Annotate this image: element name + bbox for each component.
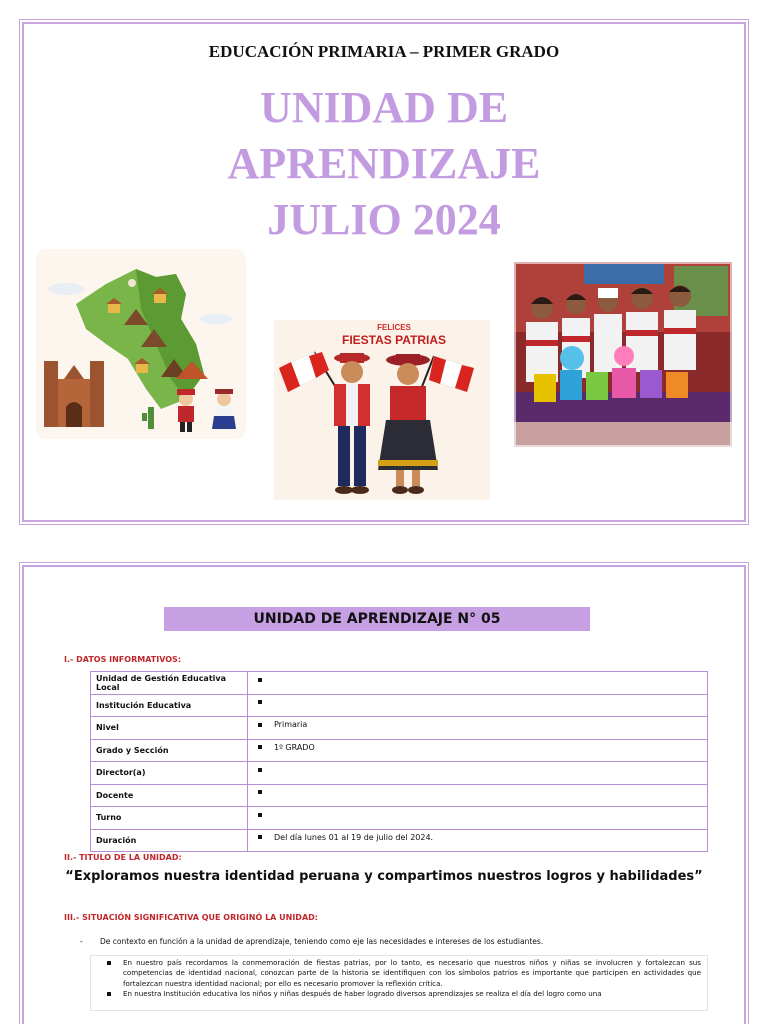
table-row — [91, 807, 708, 830]
situation-item — [97, 958, 701, 989]
context-text: De contexto en función a la unidad de aprendizaje, teniendo como eje las necesidades e intereses de los estudiantes. — [100, 937, 544, 946]
cover-kicker: EDUCACIÓN PRIMARIA – PRIMER GRADO — [208, 42, 560, 61]
row-value-cell — [248, 784, 708, 807]
fiestas-big-text: FIESTAS PATRIAS — [341, 333, 447, 347]
situation-item — [97, 989, 701, 999]
table-row — [91, 762, 708, 785]
cover-title-line-3: JULIO 2024 — [267, 195, 501, 244]
unit-page — [22, 565, 746, 1024]
bullet-icon — [258, 813, 262, 817]
row-label: Grado y Sección — [91, 739, 248, 762]
peru-map-illustration — [36, 249, 246, 439]
row-label: Docente — [91, 784, 248, 807]
situation-item-text: En nuestra Institución educativa los niños y niñas después de haber logrado diversos aprendizajes se realiza el día del logro como una — [123, 989, 602, 999]
unit-banner: UNIDAD DE APRENDIZAJE N° 05 — [164, 607, 590, 631]
row-value: 1º GRADO — [274, 742, 315, 752]
row-value-cell — [248, 717, 708, 740]
bullet-icon — [258, 700, 262, 704]
row-label: Institución Educativa — [91, 694, 248, 717]
row-label: Nivel — [91, 717, 248, 740]
fiestas-small-text: FELICES — [377, 323, 411, 332]
dash-marker: - — [80, 937, 83, 946]
cover-page — [22, 22, 746, 522]
row-value-cell — [248, 739, 708, 762]
table-row — [91, 784, 708, 807]
row-value-cell — [248, 694, 708, 717]
context-line — [80, 937, 543, 946]
table-row — [91, 829, 708, 852]
bullet-icon — [107, 992, 111, 996]
row-value-cell — [248, 762, 708, 785]
cover-title-line-2: APRENDIZAJE — [227, 139, 541, 188]
bullet-icon — [258, 745, 262, 749]
section-heading-titulo: II.- TITULO DE LA UNIDAD: — [64, 853, 182, 862]
cover-title-line-1: UNIDAD DE — [259, 83, 509, 132]
bullet-icon — [258, 723, 262, 727]
row-label: Turno — [91, 807, 248, 830]
table-row — [91, 739, 708, 762]
bullet-icon — [258, 835, 262, 839]
situation-item-text: En nuestro país recordamos la conmemoración de fiestas patrias, por lo tanto, es necesario que nuestros niños y niñas se involucren y fortalezcan sus competencias de identidad nacional, conozcan parte de la historia se identifiquen con los símbolos patrios es importante que participen en actividades que fortalezcan nuestra identidad nacional; por ello es necesario promover la reflexión crítica. — [123, 958, 701, 988]
unit-title: “Exploramos nuestra identidad peruana y compartimos nuestros logros y habilidades” — [65, 869, 703, 884]
bullet-icon — [258, 678, 262, 682]
bullet-icon — [258, 790, 262, 794]
situation-box — [90, 955, 708, 1011]
table-row — [91, 717, 708, 740]
row-value-cell — [248, 807, 708, 830]
row-label: Unidad de Gestión Educativa Local — [91, 672, 248, 695]
students-photo — [514, 262, 732, 447]
row-value-cell — [248, 829, 708, 852]
row-value-cell — [248, 672, 708, 695]
info-table — [90, 671, 708, 852]
table-row — [91, 694, 708, 717]
section-heading-datos: I.- DATOS INFORMATIVOS: — [64, 655, 182, 664]
fiestas-patrias-illustration — [274, 320, 490, 500]
row-value: Primaria — [274, 720, 308, 729]
row-value: Del día lunes 01 al 19 de julio del 2024. — [274, 832, 434, 842]
bullet-icon — [258, 768, 262, 772]
bullet-icon — [107, 961, 111, 965]
table-row — [91, 672, 708, 695]
row-label: Director(a) — [91, 762, 248, 785]
row-label: Duración — [91, 829, 248, 852]
section-heading-situacion: III.- SITUACIÓN SIGNIFICATIVA QUE ORIGINÓ LA UNIDAD: — [64, 913, 318, 922]
